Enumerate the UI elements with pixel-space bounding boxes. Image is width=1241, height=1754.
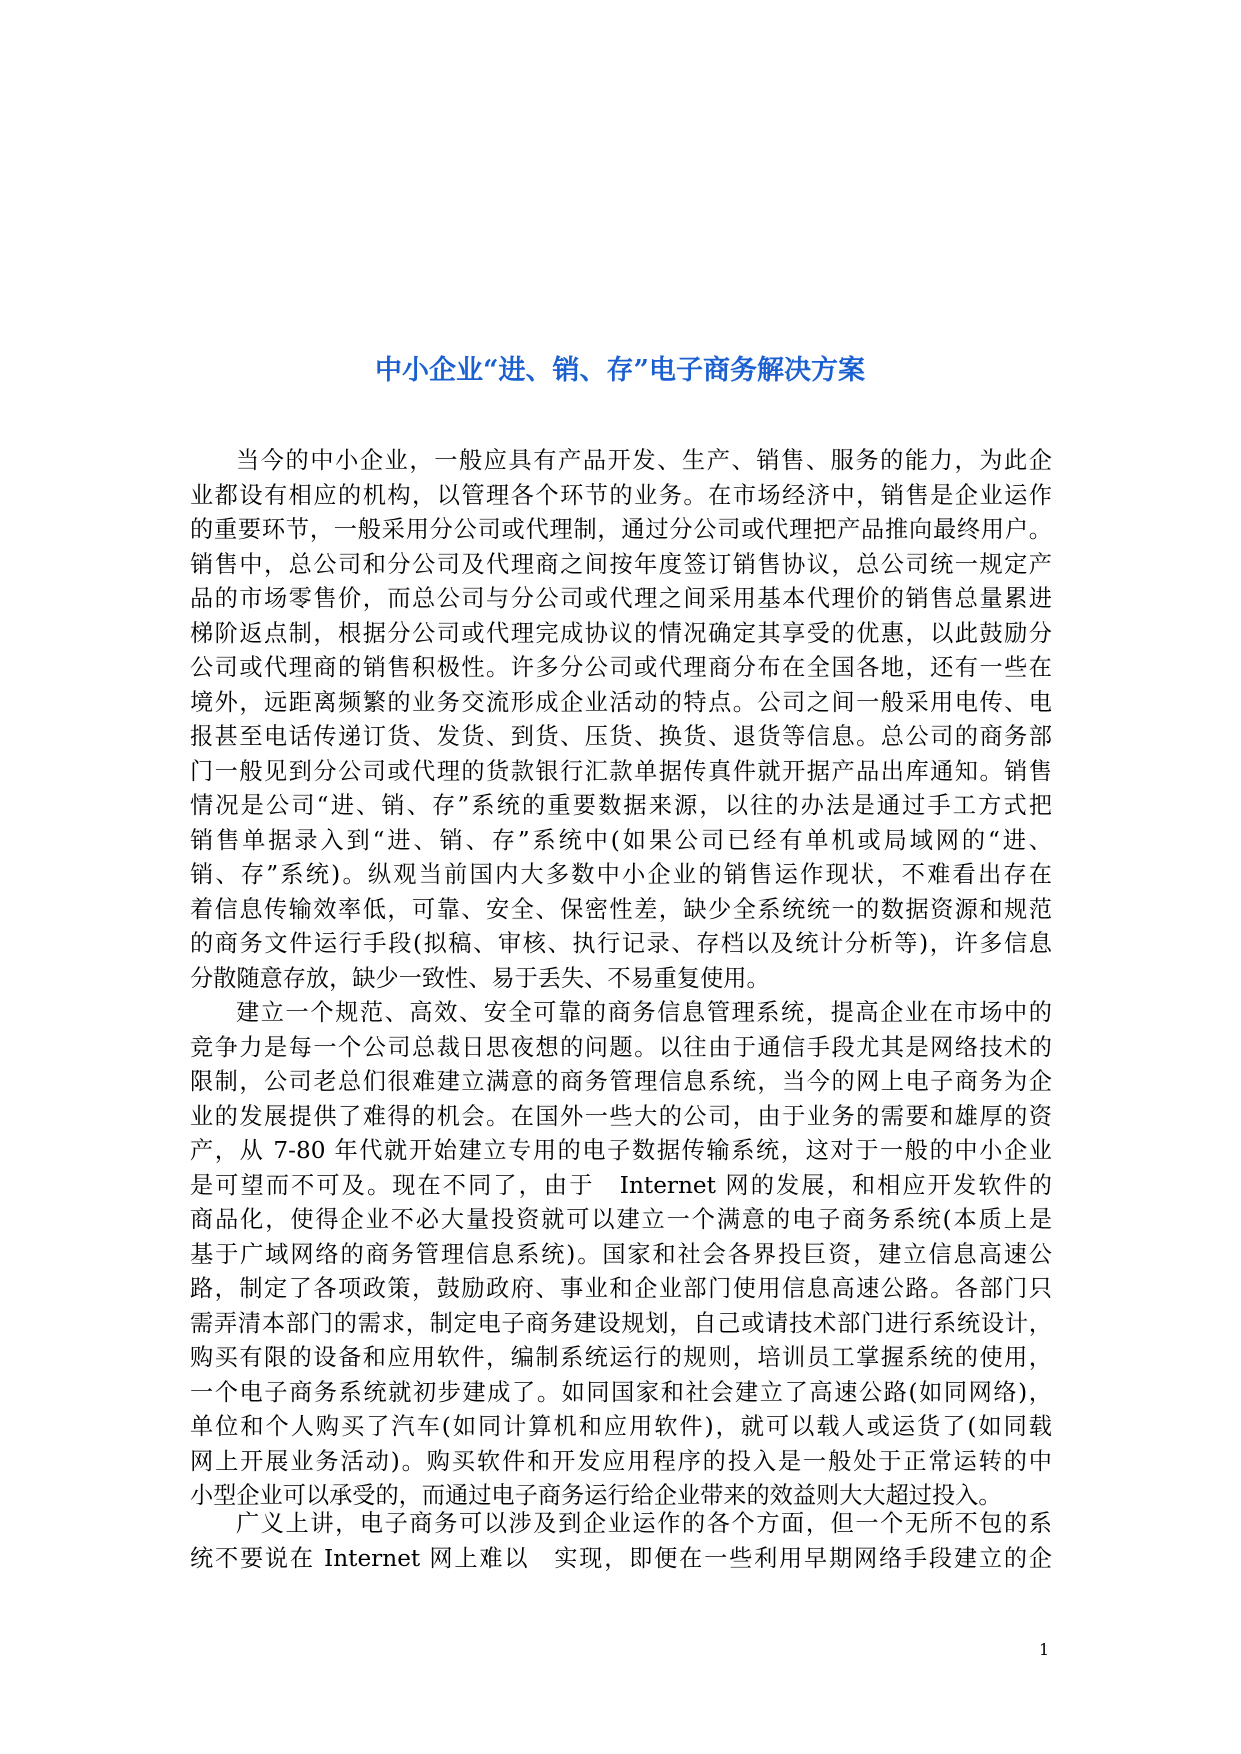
paragraph-line: 着信息传输效率低，可靠、安全、保密性差，缺少全系统统一的数据资源和规范 <box>190 895 1052 923</box>
paragraph-line: 销、存”系统)。纵观当前国内大多数中小企业的销售运作现状，不难看出存在 <box>190 861 1052 888</box>
paragraph-line: 的重要环节，一般采用分公司或代理制，通过分公司或代理把产品推向最终用户。 <box>190 516 1052 543</box>
paragraph-line: 需弄清本部门的需求，制定电子商务建设规划，自己或请技术部门进行系统设计， <box>190 1309 1052 1337</box>
paragraph-line: 小型企业可以承受的，而通过电子商务运行给企业带来的效益则大大超过投入。 <box>190 1482 1002 1509</box>
paragraph-line: 商品化，使得企业不必大量投资就可以建立一个满意的电子商务系统(本质上是 <box>190 1206 1052 1233</box>
paragraph-line: 品的市场零售价，而总公司与分公司或代理之间采用基本代理价的销售总量累进 <box>190 585 1052 612</box>
paragraph-line: 统不要说在 Internet 网上难以 实现，即便在一些利用早期网络手段建立的企 <box>190 1544 1052 1572</box>
paragraph-3 <box>190 1507 1052 1576</box>
paragraph-line: 梯阶返点制，根据分公司或代理完成协议的情况确定其享受的优惠，以此鼓励分 <box>190 619 1052 647</box>
paragraph-line: 报甚至电话传递订货、发货、到货、压货、换货、退货等信息。总公司的商务部 <box>190 723 1052 750</box>
paragraph-line: 基于广域网络的商务管理信息系统)。国家和社会各界投巨资，建立信息高速公 <box>190 1240 1052 1268</box>
paragraph-2 <box>190 996 1052 1514</box>
paragraph-line: 是可望而不可及。现在不同了，由于 Internet 网的发展，和相应开发软件的 <box>190 1171 1052 1199</box>
paragraph-line: 网上开展业务活动)。购买软件和开发应用程序的投入是一般处于正常运转的中 <box>190 1447 1052 1475</box>
paragraph-line: 单位和个人购买了汽车(如同计算机和应用软件)，就可以载人或运货了(如同载 <box>190 1413 1052 1440</box>
paragraph-line: 业的发展提供了难得的机会。在国外一些大的公司，由于业务的需要和雄厚的资 <box>190 1102 1052 1130</box>
paragraph-line: 建立一个规范、高效、安全可靠的商务信息管理系统，提高企业在市场中的 <box>236 999 1052 1026</box>
paragraph-line: 情况是公司“进、销、存”系统的重要数据来源，以往的办法是通过手工方式把 <box>190 792 1052 819</box>
paragraph-line: 购买有限的设备和应用软件，编制系统运行的规则，培训员工掌握系统的使用， <box>190 1344 1052 1371</box>
paragraph-line: 当今的中小企业，一般应具有产品开发、生产、销售、服务的能力，为此企 <box>236 447 1052 474</box>
paragraph-line: 业都设有相应的机构，以管理各个环节的业务。在市场经济中，销售是企业运作 <box>190 481 1052 509</box>
paragraph-line: 分散随意存放，缺少一致性、易于丢失、不易重复使用。 <box>190 964 770 992</box>
paragraph-line: 产，从 7-80 年代就开始建立专用的电子数据传输系统，这对于一般的中小企业 <box>190 1137 1052 1164</box>
paragraph-1 <box>190 444 1052 996</box>
paragraph-line: 销售中，总公司和分公司及代理商之间按年度签订销售协议，总公司统一规定产 <box>190 550 1052 578</box>
document-title: 中小企业“进、销、存”电子商务解决方案 <box>374 355 866 386</box>
paragraph-line: 销售单据录入到“进、销、存”系统中(如果公司已经有单机或局域网的“进、 <box>190 826 1052 854</box>
paragraph-line: 的商务文件运行手段(拟稿、审核、执行记录、存档以及统计分析等)，许多信息 <box>190 930 1052 957</box>
paragraph-line: 公司或代理商的销售积极性。许多分公司或代理商分布在全国各地，还有一些在 <box>190 654 1052 681</box>
paragraph-line: 限制，公司老总们很难建立满意的商务管理信息系统，当今的网上电子商务为企 <box>190 1068 1052 1095</box>
paragraph-line: 门一般见到分公司或代理的货款银行汇款单据传真件就开据产品出库通知。销售 <box>190 757 1052 785</box>
paragraph-line: 路，制定了各项政策，鼓励政府、事业和企业部门使用信息高速公路。各部门只 <box>190 1275 1052 1302</box>
paragraph-line: 一个电子商务系统就初步建成了。如同国家和社会建立了高速公路(如同网络)， <box>190 1378 1052 1406</box>
paragraph-line: 境外，远距离频繁的业务交流形成企业活动的特点。公司之间一般采用电传、电 <box>190 688 1052 716</box>
paragraph-line: 广义上讲，电子商务可以涉及到企业运作的各个方面，但一个无所不包的系 <box>236 1510 1052 1537</box>
page-number: 1 <box>1039 1640 1050 1659</box>
paragraph-line: 竞争力是每一个公司总裁日思夜想的问题。以往由于通信手段尤其是网络技术的 <box>190 1033 1052 1061</box>
